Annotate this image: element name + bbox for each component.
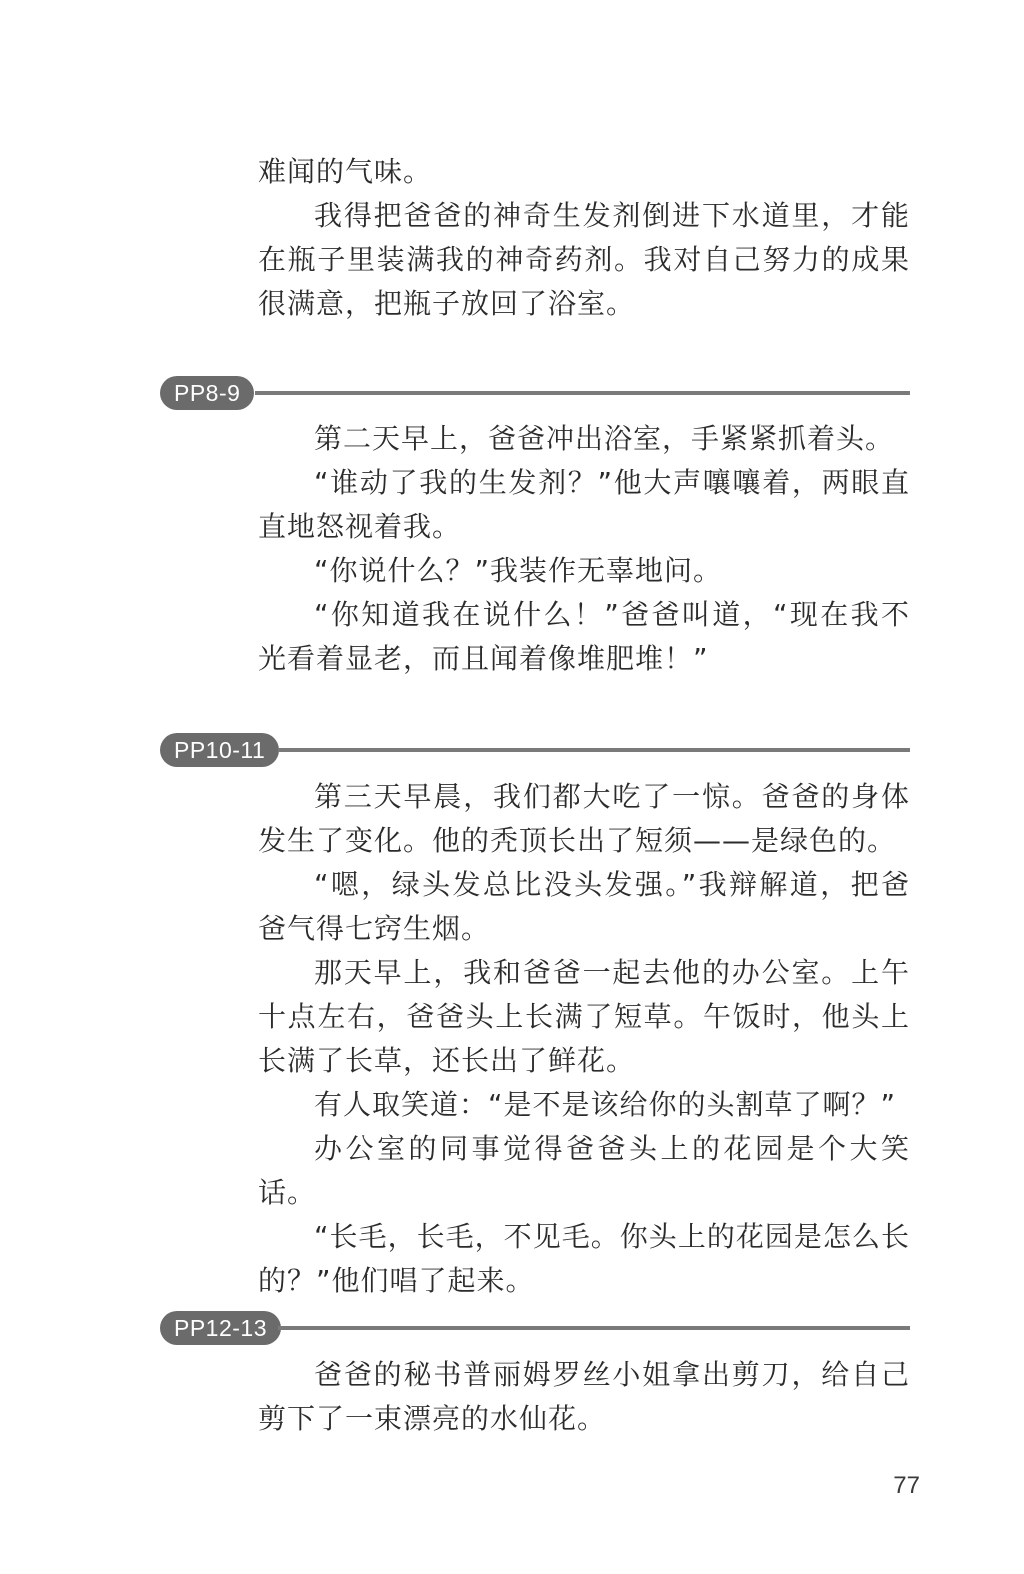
section-label: PP10-11 <box>160 733 279 767</box>
paragraph: “谁动了我的生发剂？”他大声嚷嚷着，两眼直直地怒视着我。 <box>258 466 910 543</box>
paragraph: 那天早上，我和爸爸一起去他的办公室。上午十点左右，爸爸头上长满了短草。午饭时，他头上长满了长草，还长出了鲜花。 <box>258 956 910 1077</box>
paragraph: 我得把爸爸的神奇生发剂倒进下水道里，才能在瓶子里装满我的神奇药剂。我对自己努力的成果很满意，把瓶子放回了浴室。 <box>258 199 910 320</box>
paragraph: “长毛，长毛，不见毛。你头上的花园是怎么长的？”他们唱了起来。 <box>258 1220 910 1297</box>
section-header-pp10-11 <box>160 733 910 767</box>
intro-text-block <box>258 150 910 326</box>
paragraph: 爸爸的秘书普丽姆罗丝小姐拿出剪刀，给自己剪下了一束漂亮的水仙花。 <box>258 1358 910 1435</box>
section-header-pp12-13 <box>160 1311 910 1345</box>
paragraph: 第三天早晨，我们都大吃了一惊。爸爸的身体发生了变化。他的秃顶长出了短须——是绿色的。 <box>258 780 910 857</box>
paragraph: 第二天早上，爸爸冲出浴室，手紧紧抓着头。 <box>314 422 895 455</box>
section-label: PP12-13 <box>160 1311 281 1345</box>
page-number: 77 <box>893 1472 920 1499</box>
section-divider <box>278 1326 910 1330</box>
paragraph: “你知道我在说什么！”爸爸叫道，“现在我不光看着显老，而且闻着像堆肥堆！” <box>258 598 910 675</box>
paragraph: “你说什么？”我装作无辜地问。 <box>314 554 723 587</box>
section-text-pp8-9 <box>258 417 910 681</box>
section-divider <box>278 748 910 752</box>
paragraph: “嗯，绿头发总比没头发强。”我辩解道，把爸爸气得七窍生烟。 <box>258 868 910 945</box>
section-text-pp10-11 <box>258 775 910 1303</box>
section-header-pp8-9 <box>160 376 910 410</box>
paragraph: 难闻的气味。 <box>258 155 433 188</box>
section-divider <box>255 391 910 395</box>
paragraph: 有人取笑道：“是不是该给你的头割草了啊？” <box>314 1088 897 1121</box>
paragraph: 办公室的同事觉得爸爸头上的花园是个大笑话。 <box>258 1132 910 1209</box>
section-label: PP8-9 <box>160 376 254 410</box>
section-text-pp12-13 <box>258 1353 910 1441</box>
